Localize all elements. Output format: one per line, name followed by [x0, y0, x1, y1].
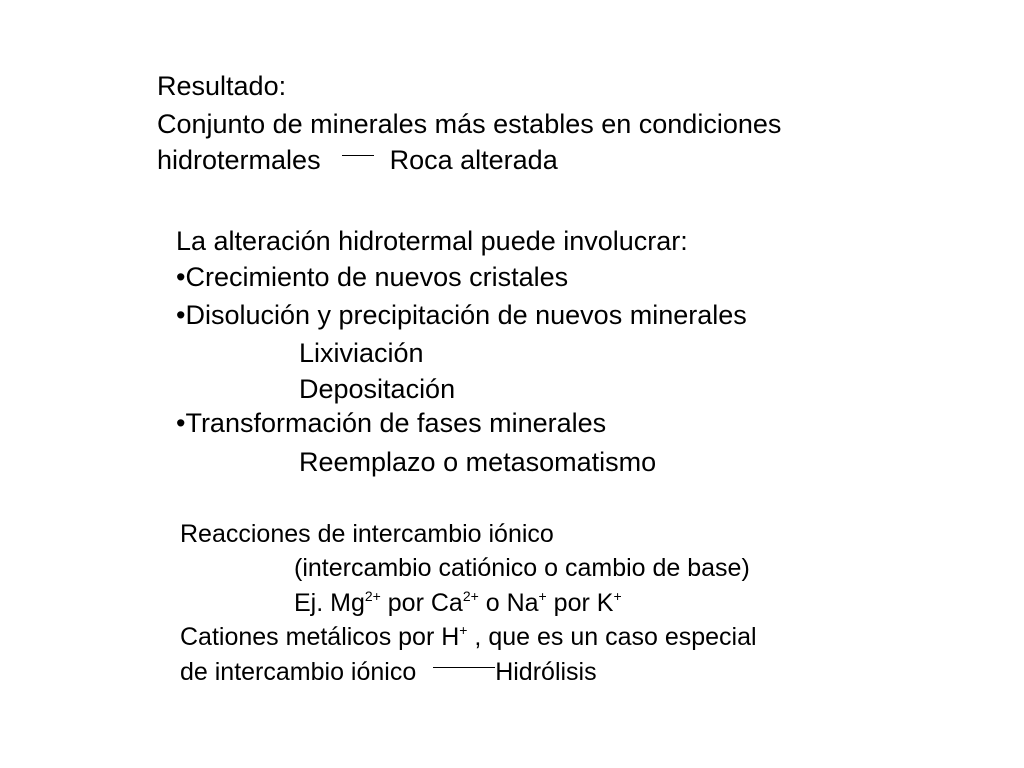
- example-mg: Ej. Mg: [294, 589, 365, 617]
- hydrothermal-text: hidrotermales: [157, 145, 321, 175]
- bullet-dissolution: •Disolución y precipitación de nuevos minerales: [176, 300, 747, 330]
- ion-exchange-example: [294, 588, 622, 617]
- sub-leaching: Lixiviación: [299, 338, 424, 368]
- metal-cations-line: [180, 622, 757, 651]
- sub-deposition: Depositación: [299, 374, 456, 404]
- example-na: o Na: [478, 589, 539, 617]
- hydrolysis-connector-line: [433, 667, 495, 668]
- na-charge: +: [538, 588, 547, 604]
- result-description-line2: [157, 147, 558, 174]
- example-ca: por Ca: [380, 589, 463, 617]
- bullet-transformation: •Transformación de fases minerales: [176, 408, 607, 438]
- connector-line: [342, 155, 374, 156]
- ion-exchange-parenthetical: (intercambio catiónico o cambio de base): [294, 554, 750, 582]
- ion-exchange-heading: Reacciones de intercambio iónico: [180, 520, 554, 548]
- k-charge: +: [613, 588, 622, 604]
- sub-replacement: Reemplazo o metasomatismo: [299, 447, 657, 477]
- ion-exchange-text: de intercambio iónico: [180, 658, 417, 686]
- h-charge: +: [459, 622, 468, 638]
- special-case-text: , que es un caso especial: [467, 623, 757, 651]
- metal-cations-text: Cationes metálicos por H: [180, 623, 460, 651]
- hydrolysis-text: Hidrólisis: [495, 658, 597, 686]
- alteration-intro: La alteración hidrotermal puede involucrar:: [176, 226, 688, 256]
- result-heading: Resultado:: [157, 71, 287, 101]
- mg-charge: 2+: [364, 588, 381, 604]
- ca-charge: 2+: [462, 588, 479, 604]
- hydrolysis-line: [180, 660, 597, 685]
- altered-rock-text: Roca alterada: [389, 145, 558, 175]
- example-k: por K: [546, 589, 614, 617]
- bullet-growth: •Crecimiento de nuevos cristales: [176, 262, 569, 292]
- result-description-line1: Conjunto de minerales más estables en condiciones: [157, 109, 782, 139]
